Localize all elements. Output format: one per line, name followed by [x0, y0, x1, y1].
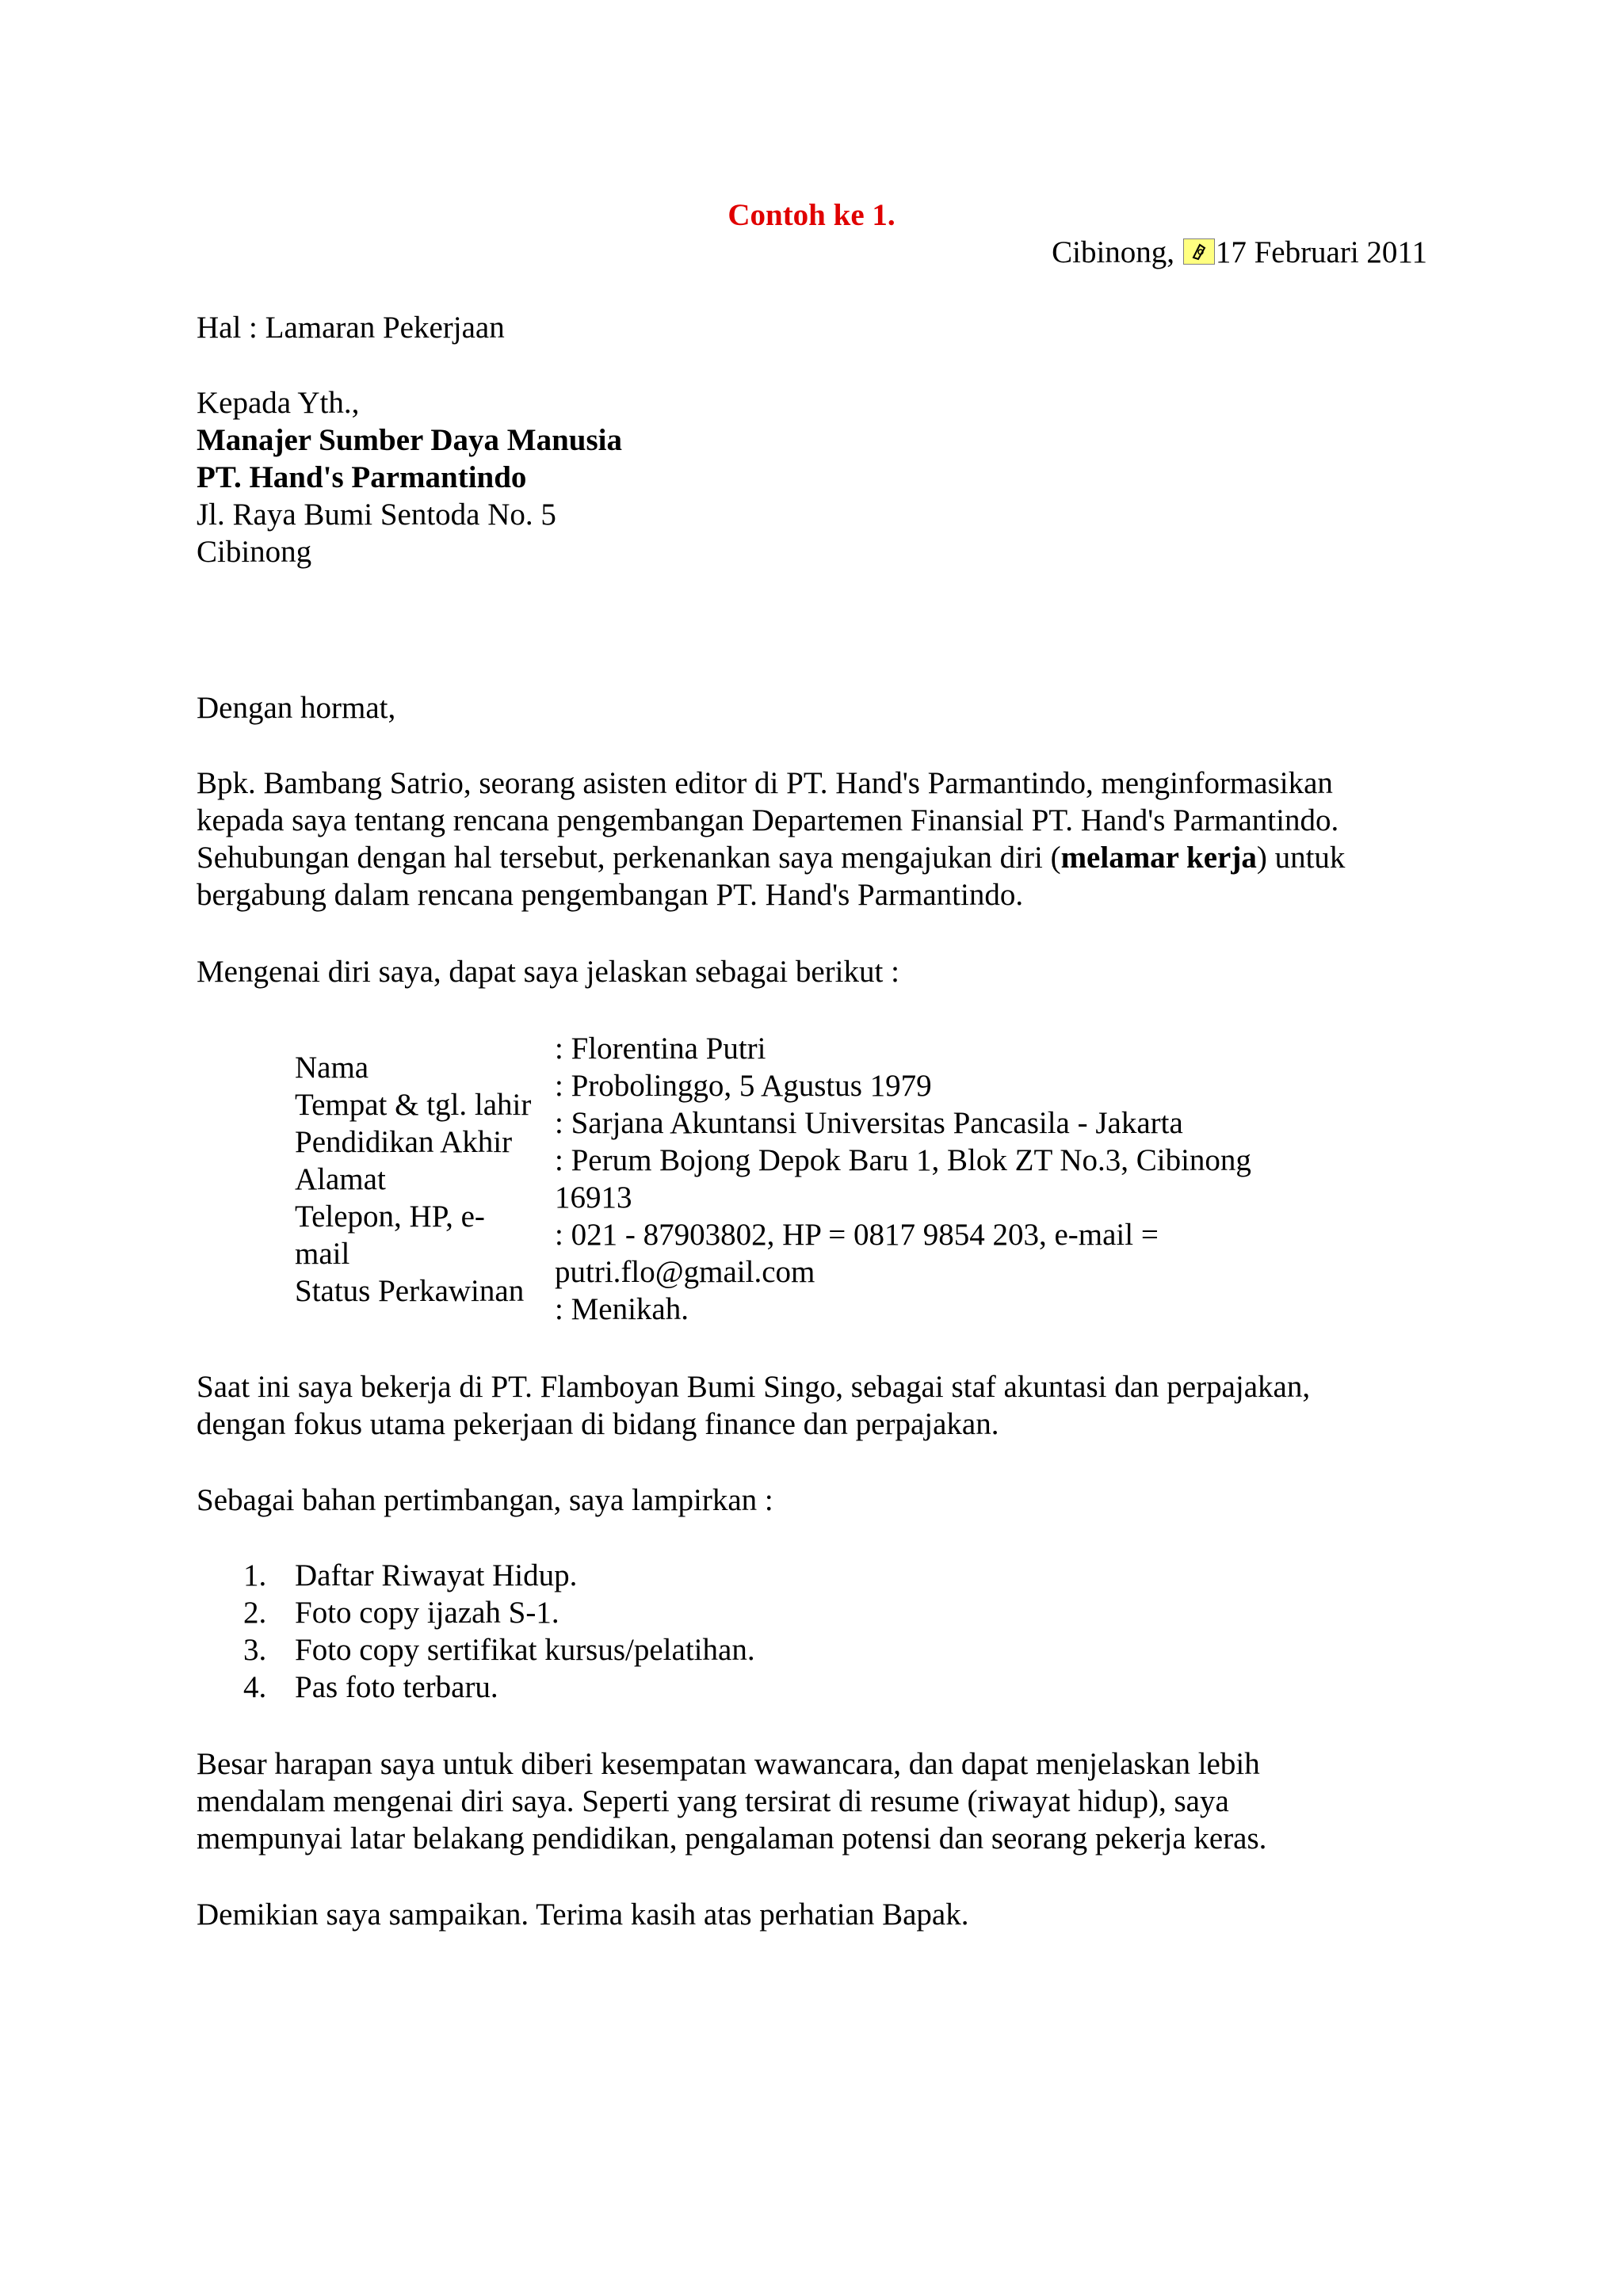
profile-value: : Menikah. [555, 1292, 689, 1326]
profile-labels [295, 1049, 556, 1310]
date-place: Cibinong, [1052, 235, 1175, 269]
date-text: 17 Februari 2011 [1215, 235, 1427, 269]
attachment-item [197, 1631, 1433, 1669]
intro-line: bergabung dalam rencana pengembangan PT. Hand's Parmantindo. [197, 878, 1024, 912]
profile-label: Status Perkawinan [295, 1274, 525, 1308]
profile-values [555, 1030, 1300, 1328]
attachment-text: Foto copy ijazah S-1. [295, 1596, 559, 1630]
current-job-paragraph [197, 1368, 1433, 1443]
attachment-number: 3. [243, 1633, 267, 1667]
example-heading: Contoh ke 1. [727, 198, 896, 232]
hope-paragraph [197, 1745, 1433, 1857]
profile-label: Tempat & tgl. lahir [295, 1088, 532, 1122]
profile-value: 16913 [555, 1180, 632, 1215]
intro-text: Sehubungan dengan hal tersebut, perkenankan saya mengajukan diri ( [197, 841, 1061, 875]
attachment-text: Pas foto terbaru. [295, 1670, 498, 1704]
closing-line: Demikian saya sampaikan. Terima kasih atas perhatian Bapak. [197, 1897, 969, 1932]
subject-line: Hal : Lamaran Pekerjaan [197, 311, 505, 345]
salutation: Dengan hormat, [197, 691, 396, 725]
about-intro: Mengenai diri saya, dapat saya jelaskan sebagai berikut : [197, 955, 899, 989]
intro-line [197, 839, 1433, 876]
profile-value: : Probolinggo, 5 Agustus 1979 [555, 1069, 932, 1103]
letter-date [1052, 234, 1427, 271]
recipient-title: Manajer Sumber Daya Manusia [197, 423, 622, 457]
profile-value: : Perum Bojong Depok Baru 1, Blok ZT No.3, Cibinong [555, 1143, 1251, 1177]
profile-value: : Sarjana Akuntansi Universitas Pancasila - Jakarta [555, 1106, 1183, 1140]
profile-label: mail [295, 1237, 350, 1271]
current-job-line: Saat ini saya bekerja di PT. Flamboyan Bumi Singo, sebagai staf akuntasi dan perpajakan, [197, 1370, 1311, 1404]
attachment-item [197, 1557, 1433, 1594]
apply-emphasis: melamar kerja [1060, 841, 1257, 875]
hope-line: Besar harapan saya untuk diberi kesempatan wawancara, dan dapat menjelaskan lebih [197, 1747, 1260, 1781]
attachment-number: 2. [243, 1596, 267, 1630]
recipient-company: PT. Hand's Parmantindo [197, 460, 527, 494]
profile-value: : 021 - 87903802, HP = 0817 9854 203, e-mail = [555, 1218, 1159, 1252]
attachment-item [197, 1594, 1433, 1631]
intro-line: Bpk. Bambang Satrio, seorang asisten editor di PT. Hand's Parmantindo, menginformasikan [197, 766, 1333, 800]
profile-value: : Florentina Putri [555, 1032, 766, 1066]
profile-label: Alamat [295, 1162, 386, 1196]
profile-value: putri.flo@gmail.com [555, 1255, 815, 1289]
attachment-text: Daftar Riwayat Hidup. [295, 1558, 578, 1592]
attachment-number: 4. [243, 1670, 267, 1704]
recipient-city: Cibinong [197, 535, 312, 569]
intro-text: ) untuk [1256, 841, 1346, 875]
intro-paragraph [197, 765, 1433, 913]
attachment-text: Foto copy sertifikat kursus/pelatihan. [295, 1633, 755, 1667]
recipient-greeting: Kepada Yth., [197, 386, 360, 420]
attachment-item [197, 1669, 1433, 1706]
hope-line: mempunyai latar belakang pendidikan, pengalaman potensi dan seorang pekerja keras. [197, 1821, 1267, 1855]
date-field-icon [1183, 238, 1215, 265]
profile-label: Telepon, HP, e- [295, 1199, 485, 1234]
recipient-street: Jl. Raya Bumi Sentoda No. 5 [197, 498, 556, 532]
attachment-number: 1. [243, 1558, 267, 1592]
current-job-line: dengan fokus utama pekerjaan di bidang finance dan perpajakan. [197, 1407, 999, 1441]
attachments-intro: Sebagai bahan pertimbangan, saya lampirkan : [197, 1483, 773, 1517]
hope-line: mendalam mengenai diri saya. Seperti yang tersirat di resume (riwayat hidup), saya [197, 1784, 1229, 1818]
intro-line: kepada saya tentang rencana pengembangan Departemen Finansial PT. Hand's Parmantindo. [197, 803, 1339, 837]
profile-label: Nama [295, 1051, 369, 1085]
recipient-block [197, 384, 1433, 570]
attachments-list [197, 1557, 1433, 1706]
profile-label: Pendidikan Akhir [295, 1125, 513, 1159]
